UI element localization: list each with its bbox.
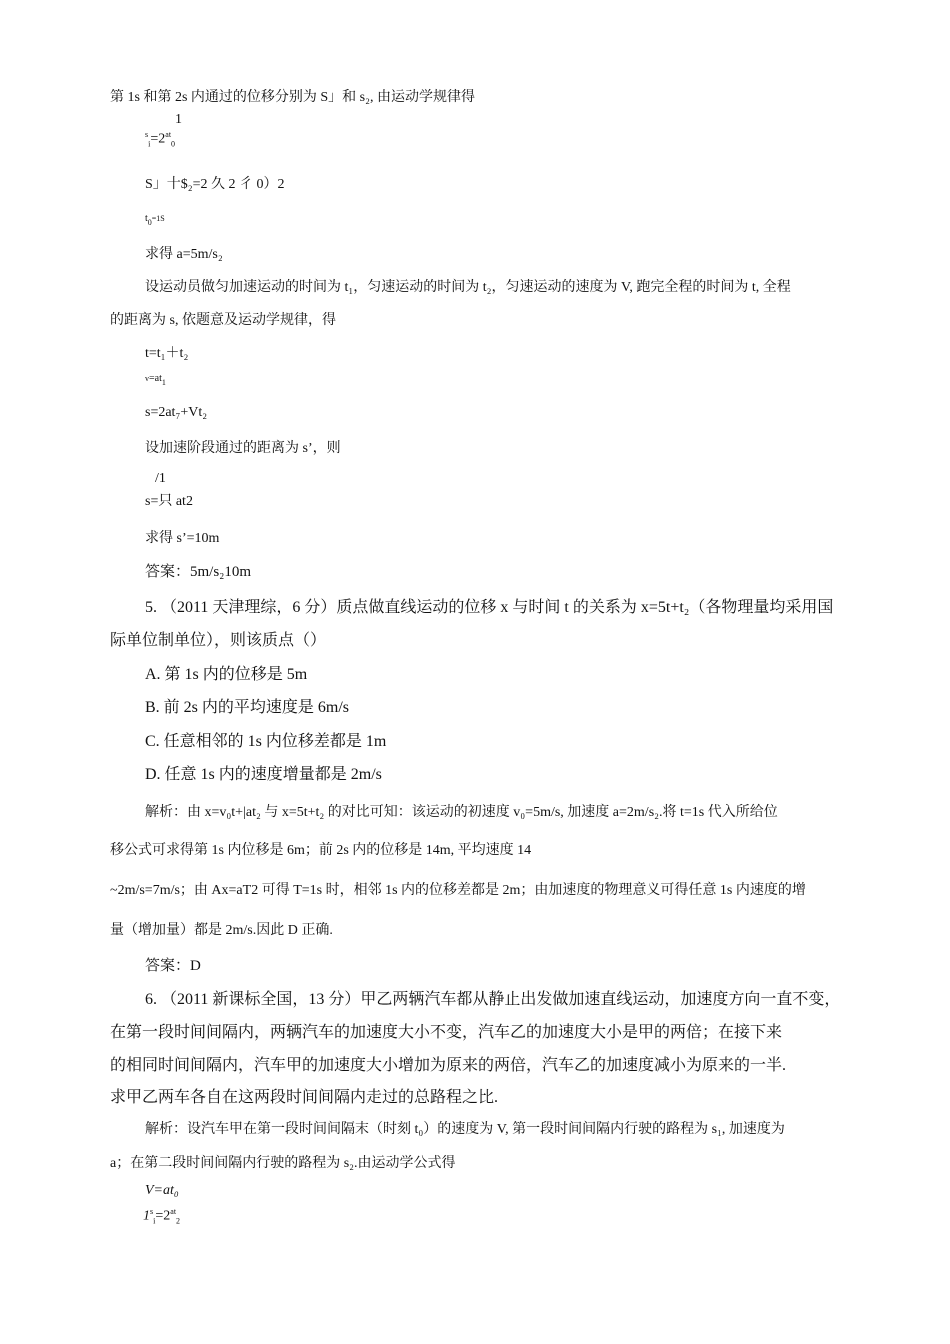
- formula-numerator: 1: [175, 112, 182, 127]
- solution-line: 解析：设汽车甲在第一段时间间隔末（时刻 t₀）的速度为 V, 第一段时间间隔内行驶的路程为 s₁, 加速度为: [145, 1122, 785, 1137]
- formula-line: $^s_i=2^{at}_0$: [145, 130, 176, 149]
- formula-numerator: /1: [155, 471, 166, 486]
- formula-line: S」十$₂=2 久 2 彳 0）2: [145, 177, 285, 192]
- question-line: 5. （2011 天津理综，6 分）质点做直线运动的位移 x 与时间 t 的关系为 x=5t+t₂（各物理量均采用国: [145, 599, 834, 616]
- text-line: 设运动员做匀加速运动的时间为 t₁，匀速运动的时间为 t₂，匀速运动的速度为 V, 跑完全程的时间为 t, 全程: [145, 280, 791, 295]
- formula-line: t=t₁＋t₂: [145, 346, 189, 361]
- text-line: 求得 s’=10m: [145, 531, 220, 546]
- question-line: 的相同时间间隔内，汽车甲的加速度大小增加为原来的两倍，汽车乙的加速度减小为原来的一半.: [110, 1057, 787, 1074]
- solution-line: 量（增加量）都是 2m/s.因此 D 正确.: [110, 923, 333, 938]
- text-line: 设加速阶段通过的距离为 s’，则: [145, 441, 341, 456]
- text-line: 求得 a=5m/s₂: [145, 247, 223, 262]
- question-line: 际单位制单位），则该质点（）: [110, 632, 327, 649]
- formula-line: $v=at_1$: [145, 373, 166, 387]
- formula-line: s=只 at2: [145, 494, 193, 509]
- solution-line: 解析：由 x=v₀t+|at₂ 与 x=5t+t₂ 的对比可知：该运动的初速度 v₀=5m/s, 加速度 a=2m/s₂.将 t=1s 代入所给位: [145, 805, 778, 820]
- answer-line: 答案：D: [145, 958, 201, 974]
- text-line: 第 1s 和第 2s 内通过的位移分别为 S」和 s₂, 由运动学规律得: [110, 90, 476, 105]
- option-d: D. 任意 1s 内的速度增量都是 2m/s: [145, 766, 382, 783]
- formula-line: s=2at₇+Vt₂: [145, 405, 208, 420]
- option-a: A. 第 1s 内的位移是 5m: [145, 666, 308, 683]
- option-c: C. 任意相邻的 1s 内位移差都是 1m: [145, 733, 387, 750]
- formula-line: $t_0=1S$: [145, 213, 165, 227]
- question-line: 在第一段时间间隔内，两辆汽车的加速度大小不变，汽车乙的加速度大小是甲的两倍；在接下来: [110, 1024, 783, 1041]
- option-b: B. 前 2s 内的平均速度是 6m/s: [145, 699, 350, 716]
- question-line: 求甲乙两车各自在这两段时间间隔内走过的总路程之比.: [110, 1089, 499, 1106]
- solution-line: a；在第二段时间间隔内行驶的路程为 s₂.由运动学公式得: [110, 1156, 456, 1171]
- text-line: 的距离为 s, 依题意及运动学规律，得: [110, 313, 336, 328]
- solution-line: ~2m/s=7m/s；由 Ax=aT2 可得 T=1s 时，相邻 1s 内的位移差都是 2m；由加速度的物理意义可得任意 1s 内速度的增: [110, 883, 806, 898]
- answer-line: 答案：5m/s₂10m: [145, 564, 252, 580]
- solution-line: 移公式可求得第 1s 内位移是 6m；前 2s 内的位移是 14m, 平均速度 14: [110, 843, 532, 858]
- formula-line: V=at₀: [145, 1183, 179, 1198]
- question-line: 6. （2011 新课标全国，13 分）甲乙两辆汽车都从静止出发做加速直线运动，加速度方向一直不变，: [145, 991, 841, 1008]
- formula-line: $1^s_i=2^{at}_2$: [143, 1207, 181, 1226]
